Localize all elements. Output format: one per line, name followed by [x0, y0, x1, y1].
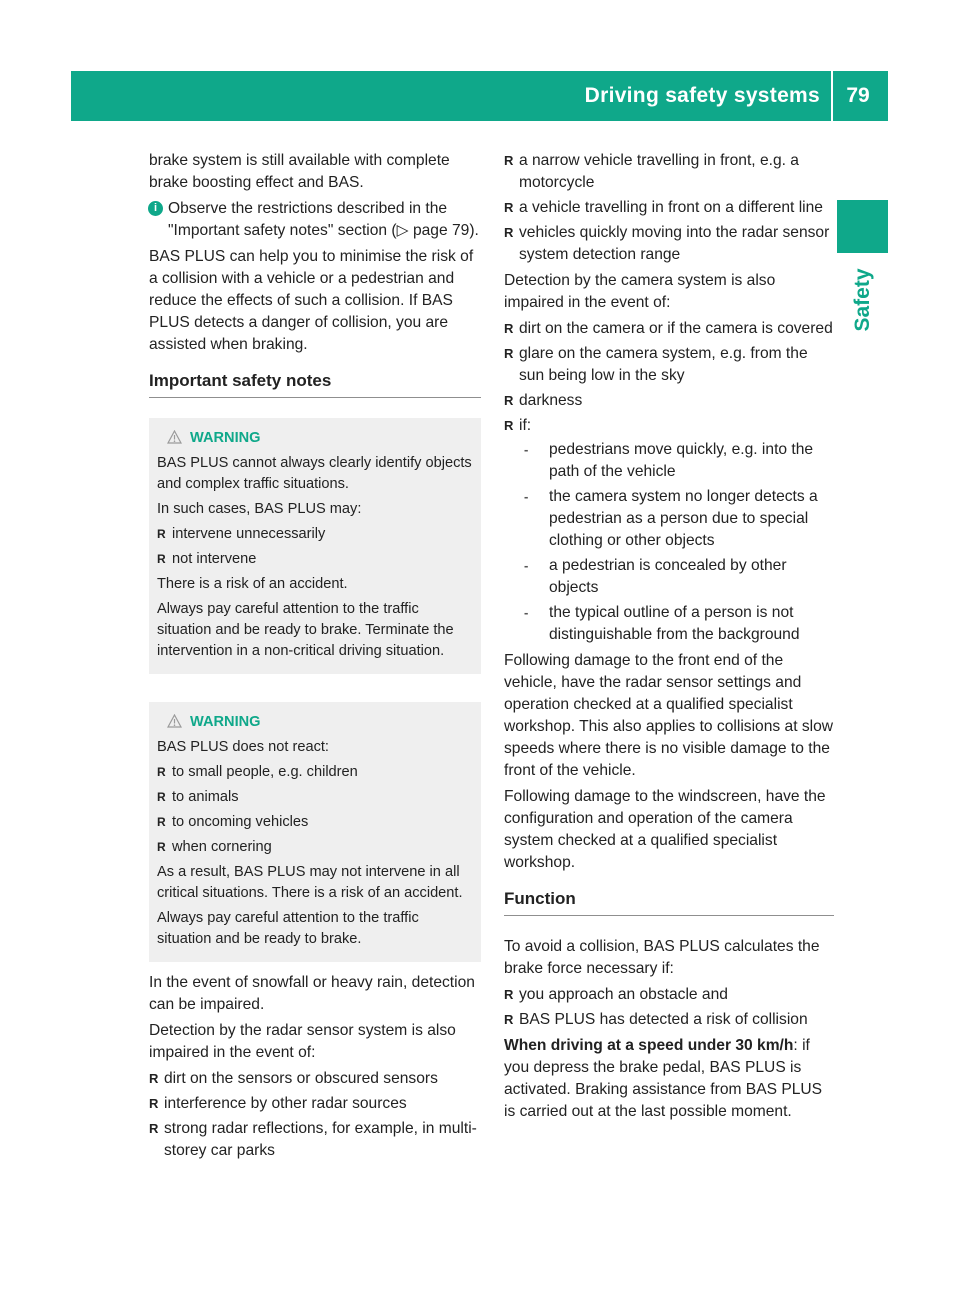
right-column	[504, 150, 834, 1127]
warning-text: Always pay careful attention to the traffic situation and be ready to brake. Terminate the intervention in a non-critical driving situation.	[157, 601, 454, 659]
list-item: R BAS PLUS has detected a risk of collision	[504, 1009, 834, 1031]
list-item: R to small people, e.g. children	[157, 762, 473, 783]
warning-text: BAS PLUS does not react:	[157, 739, 329, 755]
section-heading: Function	[504, 888, 834, 916]
header-bar	[71, 71, 888, 121]
list-item: R dirt on the camera or if the camera is covered	[504, 318, 834, 340]
list-item: R strong radar reflections, for example, in multi-storey car parks	[149, 1118, 481, 1162]
warning-triangle-icon	[167, 714, 182, 728]
list-item: R to animals	[157, 787, 473, 808]
warning-box	[149, 418, 481, 674]
list-item	[504, 415, 834, 646]
list-item: R glare on the camera system, e.g. from the sun being low in the sky	[504, 343, 834, 387]
paragraph: brake system is still available with complete brake boosting effect and BAS.	[149, 152, 450, 191]
info-note	[149, 198, 481, 242]
section-tab	[845, 250, 881, 350]
list-item: R when cornering	[157, 837, 473, 858]
warning-text: Always pay careful attention to the traffic situation and be ready to brake.	[157, 910, 419, 947]
paragraph	[504, 1035, 834, 1123]
bold-lead: When driving at a speed under 30 km/h	[504, 1037, 794, 1054]
list-item: R a vehicle travelling in front on a different line	[504, 197, 834, 219]
chapter-title: Driving safety systems	[584, 84, 820, 107]
dash-list	[519, 439, 834, 646]
dash-item: - the typical outline of a person is not distinguishable from the background	[519, 602, 834, 646]
paragraph-text: : if you depress the brake pedal, BAS PLUS is activated. Braking assistance from BAS PLUS is carried out at the last possible moment.	[504, 1037, 823, 1120]
header-separator	[831, 71, 833, 121]
list-item: R not intervene	[157, 549, 473, 570]
list-item: R intervene unnecessarily	[157, 524, 473, 545]
list-item: R interference by other radar sources	[149, 1093, 481, 1115]
warning-text: BAS PLUS cannot always clearly identify objects and complex traffic situations.	[157, 455, 472, 492]
list-item-text: if:	[519, 417, 532, 434]
bullet-list	[504, 984, 834, 1031]
list-item: R darkness	[504, 390, 834, 412]
bullet-list	[149, 1068, 481, 1162]
section-heading: Important safety notes	[149, 370, 481, 398]
warning-text: There is a risk of an accident.	[157, 576, 348, 592]
list-item: R vehicles quickly moving into the radar sensor system detection range	[504, 222, 834, 266]
warning-text: As a result, BAS PLUS may not intervene in all critical situations. There is a risk of an accident.	[157, 864, 463, 901]
warning-title: WARNING	[190, 714, 261, 730]
info-icon: i	[148, 201, 163, 216]
dash-item: - a pedestrian is concealed by other objects	[519, 555, 834, 599]
paragraph: Detection by the radar sensor system is also impaired in the event of:	[149, 1022, 456, 1061]
bullet-list	[504, 318, 834, 646]
warning-header	[157, 428, 473, 449]
list-item: R a narrow vehicle travelling in front, e.g. a motorcycle	[504, 150, 834, 194]
warning-triangle-icon	[167, 430, 182, 444]
paragraph: In the event of snowfall or heavy rain, detection can be impaired.	[149, 974, 475, 1013]
warning-header	[157, 712, 473, 733]
warning-text: In such cases, BAS PLUS may:	[157, 501, 362, 517]
page-number: 79	[846, 84, 870, 107]
bullet-list	[504, 150, 834, 266]
warning-box	[149, 702, 481, 962]
list-item: R to oncoming vehicles	[157, 812, 473, 833]
paragraph: Following damage to the front end of the vehicle, have the radar sensor settings and operation checked at a qualified specialist workshop. This also applies to collisions at slow speeds where there is no visible damage to the front of the vehicle.	[504, 652, 834, 779]
list-item: R you approach an obstacle and	[504, 984, 834, 1006]
warning-list	[157, 762, 473, 858]
paragraph: Detection by the camera system is also impaired in the event of:	[504, 272, 776, 311]
info-note-text: Observe the restrictions described in the "Important safety notes" section (▷ page 79).	[168, 200, 479, 239]
warning-list	[157, 524, 473, 570]
section-tab-marker	[837, 200, 888, 253]
left-column	[149, 150, 481, 1166]
paragraph: BAS PLUS can help you to minimise the risk of a collision with a vehicle or a pedestrian and reduce the effects of such a collision. If BAS PLUS detects a danger of collision, you are assisted when braking.	[149, 248, 474, 353]
dash-item: - pedestrians move quickly, e.g. into the path of the vehicle	[519, 439, 834, 483]
list-item: R dirt on the sensors or obscured sensors	[149, 1068, 481, 1090]
paragraph: Following damage to the windscreen, have the configuration and operation of the camera system checked at a qualified specialist workshop.	[504, 788, 826, 871]
dash-item: - the camera system no longer detects a pedestrian as a person due to special clothing or other objects	[519, 486, 834, 552]
warning-title: WARNING	[190, 430, 261, 446]
section-tab-label: Safety	[851, 268, 874, 332]
paragraph: To avoid a collision, BAS PLUS calculates the brake force necessary if:	[504, 938, 820, 977]
